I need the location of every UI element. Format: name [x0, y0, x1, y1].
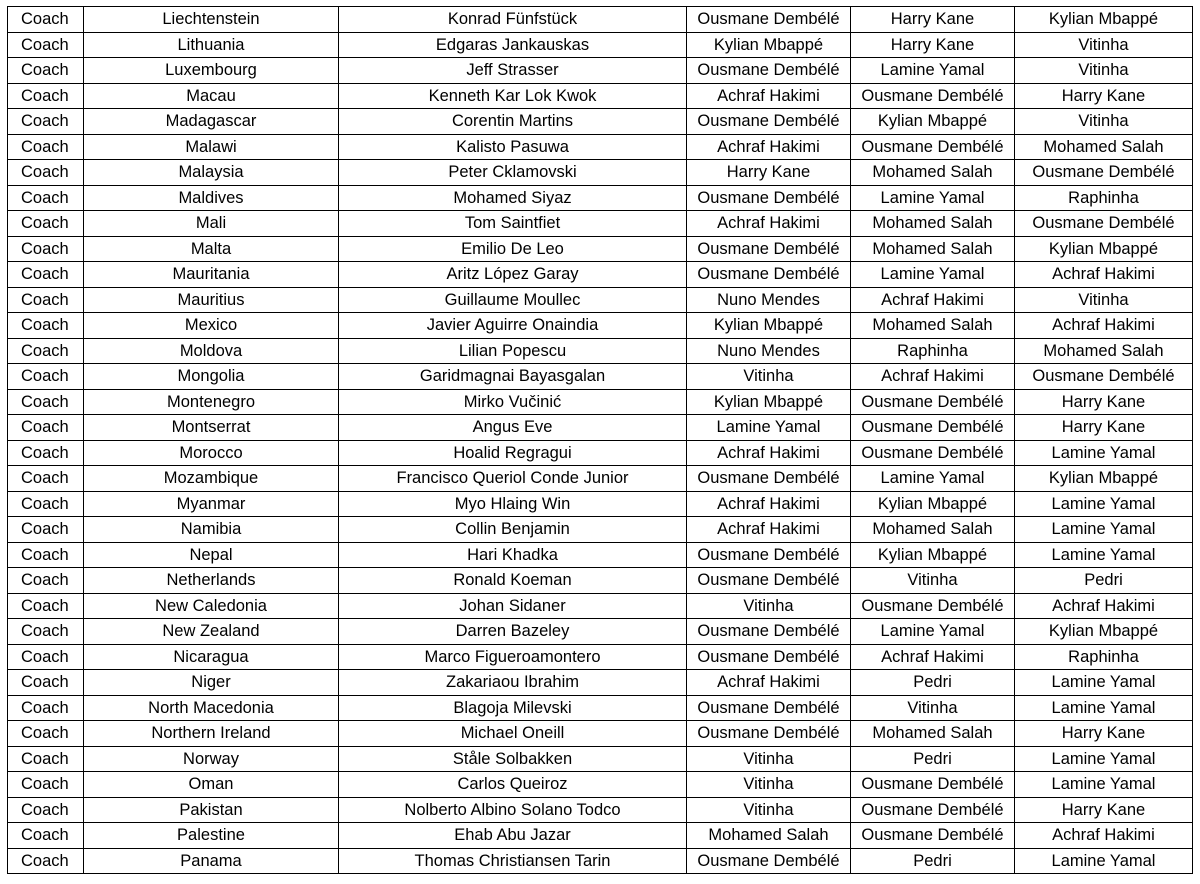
votes-table	[7, 6, 1193, 874]
first-choice-cell: Ousmane Dembélé	[687, 568, 851, 594]
coach-name-cell: Lilian Popescu	[339, 338, 687, 364]
first-choice-cell: Achraf Hakimi	[687, 491, 851, 517]
first-choice-cell: Achraf Hakimi	[687, 670, 851, 696]
coach-name-cell: Peter Cklamovski	[339, 160, 687, 186]
coach-name-cell: Francisco Queriol Conde Junior	[339, 466, 687, 492]
table-row	[8, 109, 1193, 135]
country-cell: North Macedonia	[84, 695, 339, 721]
second-choice-cell: Mohamed Salah	[851, 313, 1015, 339]
role-cell: Coach	[8, 134, 84, 160]
second-choice-cell: Harry Kane	[851, 7, 1015, 33]
role-cell: Coach	[8, 109, 84, 135]
country-cell: Myanmar	[84, 491, 339, 517]
third-choice-cell: Achraf Hakimi	[1015, 823, 1193, 849]
country-cell: Nepal	[84, 542, 339, 568]
country-cell: Norway	[84, 746, 339, 772]
country-cell: Malaysia	[84, 160, 339, 186]
coach-name-cell: Edgaras Jankauskas	[339, 32, 687, 58]
third-choice-cell: Raphinha	[1015, 644, 1193, 670]
country-cell: Mali	[84, 211, 339, 237]
third-choice-cell: Harry Kane	[1015, 83, 1193, 109]
coach-name-cell: Guillaume Moullec	[339, 287, 687, 313]
country-cell: Maldives	[84, 185, 339, 211]
country-cell: Niger	[84, 670, 339, 696]
first-choice-cell: Ousmane Dembélé	[687, 466, 851, 492]
coach-name-cell: Ehab Abu Jazar	[339, 823, 687, 849]
coach-name-cell: Johan Sidaner	[339, 593, 687, 619]
second-choice-cell: Kylian Mbappé	[851, 109, 1015, 135]
role-cell: Coach	[8, 644, 84, 670]
first-choice-cell: Ousmane Dembélé	[687, 644, 851, 670]
third-choice-cell: Raphinha	[1015, 185, 1193, 211]
country-cell: New Caledonia	[84, 593, 339, 619]
third-choice-cell: Ousmane Dembélé	[1015, 160, 1193, 186]
coach-name-cell: Ståle Solbakken	[339, 746, 687, 772]
coach-name-cell: Angus Eve	[339, 415, 687, 441]
role-cell: Coach	[8, 721, 84, 747]
table-row	[8, 491, 1193, 517]
table-row	[8, 721, 1193, 747]
second-choice-cell: Pedri	[851, 848, 1015, 874]
second-choice-cell: Ousmane Dembélé	[851, 593, 1015, 619]
first-choice-cell: Ousmane Dembélé	[687, 619, 851, 645]
first-choice-cell: Ousmane Dembélé	[687, 721, 851, 747]
first-choice-cell: Achraf Hakimi	[687, 134, 851, 160]
role-cell: Coach	[8, 160, 84, 186]
role-cell: Coach	[8, 593, 84, 619]
first-choice-cell: Ousmane Dembélé	[687, 542, 851, 568]
country-cell: Nicaragua	[84, 644, 339, 670]
coach-name-cell: Ronald Koeman	[339, 568, 687, 594]
coach-name-cell: Garidmagnai Bayasgalan	[339, 364, 687, 390]
first-choice-cell: Ousmane Dembélé	[687, 109, 851, 135]
table-row	[8, 415, 1193, 441]
country-cell: Mozambique	[84, 466, 339, 492]
table-row	[8, 7, 1193, 33]
role-cell: Coach	[8, 542, 84, 568]
table-row	[8, 236, 1193, 262]
third-choice-cell: Lamine Yamal	[1015, 440, 1193, 466]
third-choice-cell: Kylian Mbappé	[1015, 7, 1193, 33]
country-cell: Mexico	[84, 313, 339, 339]
coach-name-cell: Emilio De Leo	[339, 236, 687, 262]
third-choice-cell: Harry Kane	[1015, 389, 1193, 415]
role-cell: Coach	[8, 83, 84, 109]
table-row	[8, 542, 1193, 568]
coach-name-cell: Michael Oneill	[339, 721, 687, 747]
role-cell: Coach	[8, 440, 84, 466]
table-row	[8, 313, 1193, 339]
second-choice-cell: Mohamed Salah	[851, 160, 1015, 186]
table-row	[8, 593, 1193, 619]
third-choice-cell: Lamine Yamal	[1015, 772, 1193, 798]
first-choice-cell: Kylian Mbappé	[687, 389, 851, 415]
first-choice-cell: Ousmane Dembélé	[687, 7, 851, 33]
role-cell: Coach	[8, 262, 84, 288]
second-choice-cell: Achraf Hakimi	[851, 287, 1015, 313]
table-row	[8, 848, 1193, 874]
first-choice-cell: Nuno Mendes	[687, 287, 851, 313]
country-cell: Mauritius	[84, 287, 339, 313]
table-row	[8, 746, 1193, 772]
second-choice-cell: Lamine Yamal	[851, 58, 1015, 84]
table-row	[8, 185, 1193, 211]
country-cell: Northern Ireland	[84, 721, 339, 747]
table-row	[8, 32, 1193, 58]
country-cell: Montenegro	[84, 389, 339, 415]
second-choice-cell: Mohamed Salah	[851, 517, 1015, 543]
coach-name-cell: Carlos Queiroz	[339, 772, 687, 798]
table-row	[8, 797, 1193, 823]
country-cell: Pakistan	[84, 797, 339, 823]
second-choice-cell: Harry Kane	[851, 32, 1015, 58]
coach-name-cell: Myo Hlaing Win	[339, 491, 687, 517]
second-choice-cell: Kylian Mbappé	[851, 491, 1015, 517]
coach-name-cell: Kenneth Kar Lok Kwok	[339, 83, 687, 109]
coach-name-cell: Aritz López Garay	[339, 262, 687, 288]
third-choice-cell: Harry Kane	[1015, 721, 1193, 747]
third-choice-cell: Lamine Yamal	[1015, 746, 1193, 772]
role-cell: Coach	[8, 58, 84, 84]
third-choice-cell: Mohamed Salah	[1015, 134, 1193, 160]
table-row	[8, 619, 1193, 645]
table-row	[8, 211, 1193, 237]
third-choice-cell: Pedri	[1015, 568, 1193, 594]
first-choice-cell: Vitinha	[687, 746, 851, 772]
first-choice-cell: Ousmane Dembélé	[687, 236, 851, 262]
country-cell: Lithuania	[84, 32, 339, 58]
role-cell: Coach	[8, 619, 84, 645]
country-cell: Malawi	[84, 134, 339, 160]
coach-name-cell: Konrad Fünfstück	[339, 7, 687, 33]
role-cell: Coach	[8, 236, 84, 262]
role-cell: Coach	[8, 364, 84, 390]
first-choice-cell: Ousmane Dembélé	[687, 262, 851, 288]
second-choice-cell: Mohamed Salah	[851, 211, 1015, 237]
coach-name-cell: Collin Benjamin	[339, 517, 687, 543]
third-choice-cell: Lamine Yamal	[1015, 695, 1193, 721]
role-cell: Coach	[8, 670, 84, 696]
second-choice-cell: Ousmane Dembélé	[851, 83, 1015, 109]
role-cell: Coach	[8, 491, 84, 517]
country-cell: Montserrat	[84, 415, 339, 441]
country-cell: Palestine	[84, 823, 339, 849]
third-choice-cell: Harry Kane	[1015, 797, 1193, 823]
role-cell: Coach	[8, 389, 84, 415]
table-row	[8, 695, 1193, 721]
first-choice-cell: Achraf Hakimi	[687, 211, 851, 237]
second-choice-cell: Achraf Hakimi	[851, 644, 1015, 670]
third-choice-cell: Vitinha	[1015, 287, 1193, 313]
votes-table-body	[8, 7, 1193, 874]
second-choice-cell: Ousmane Dembélé	[851, 134, 1015, 160]
first-choice-cell: Ousmane Dembélé	[687, 848, 851, 874]
table-row	[8, 262, 1193, 288]
second-choice-cell: Ousmane Dembélé	[851, 415, 1015, 441]
third-choice-cell: Ousmane Dembélé	[1015, 364, 1193, 390]
first-choice-cell: Kylian Mbappé	[687, 313, 851, 339]
country-cell: Malta	[84, 236, 339, 262]
third-choice-cell: Vitinha	[1015, 58, 1193, 84]
third-choice-cell: Lamine Yamal	[1015, 542, 1193, 568]
table-row	[8, 440, 1193, 466]
third-choice-cell: Vitinha	[1015, 109, 1193, 135]
second-choice-cell: Vitinha	[851, 568, 1015, 594]
role-cell: Coach	[8, 695, 84, 721]
second-choice-cell: Achraf Hakimi	[851, 364, 1015, 390]
coach-name-cell: Jeff Strasser	[339, 58, 687, 84]
country-cell: Mauritania	[84, 262, 339, 288]
second-choice-cell: Ousmane Dembélé	[851, 440, 1015, 466]
second-choice-cell: Lamine Yamal	[851, 619, 1015, 645]
role-cell: Coach	[8, 338, 84, 364]
role-cell: Coach	[8, 823, 84, 849]
first-choice-cell: Vitinha	[687, 364, 851, 390]
role-cell: Coach	[8, 313, 84, 339]
second-choice-cell: Ousmane Dembélé	[851, 823, 1015, 849]
first-choice-cell: Harry Kane	[687, 160, 851, 186]
third-choice-cell: Achraf Hakimi	[1015, 262, 1193, 288]
third-choice-cell: Lamine Yamal	[1015, 670, 1193, 696]
table-row	[8, 134, 1193, 160]
table-row	[8, 823, 1193, 849]
second-choice-cell: Mohamed Salah	[851, 721, 1015, 747]
table-row	[8, 466, 1193, 492]
coach-name-cell: Hoalid Regragui	[339, 440, 687, 466]
table-row	[8, 364, 1193, 390]
role-cell: Coach	[8, 32, 84, 58]
coach-name-cell: Corentin Martins	[339, 109, 687, 135]
second-choice-cell: Mohamed Salah	[851, 236, 1015, 262]
coach-name-cell: Mohamed Siyaz	[339, 185, 687, 211]
country-cell: Mongolia	[84, 364, 339, 390]
first-choice-cell: Nuno Mendes	[687, 338, 851, 364]
third-choice-cell: Achraf Hakimi	[1015, 593, 1193, 619]
first-choice-cell: Achraf Hakimi	[687, 440, 851, 466]
first-choice-cell: Lamine Yamal	[687, 415, 851, 441]
country-cell: Panama	[84, 848, 339, 874]
coach-name-cell: Tom Saintfiet	[339, 211, 687, 237]
third-choice-cell: Kylian Mbappé	[1015, 466, 1193, 492]
second-choice-cell: Lamine Yamal	[851, 262, 1015, 288]
role-cell: Coach	[8, 466, 84, 492]
third-choice-cell: Ousmane Dembélé	[1015, 211, 1193, 237]
second-choice-cell: Raphinha	[851, 338, 1015, 364]
third-choice-cell: Achraf Hakimi	[1015, 313, 1193, 339]
country-cell: Liechtenstein	[84, 7, 339, 33]
table-row	[8, 160, 1193, 186]
second-choice-cell: Lamine Yamal	[851, 466, 1015, 492]
coach-name-cell: Blagoja Milevski	[339, 695, 687, 721]
role-cell: Coach	[8, 185, 84, 211]
second-choice-cell: Pedri	[851, 670, 1015, 696]
coach-name-cell: Zakariaou Ibrahim	[339, 670, 687, 696]
country-cell: New Zealand	[84, 619, 339, 645]
table-row	[8, 338, 1193, 364]
second-choice-cell: Ousmane Dembélé	[851, 797, 1015, 823]
role-cell: Coach	[8, 517, 84, 543]
coach-name-cell: Javier Aguirre Onaindia	[339, 313, 687, 339]
third-choice-cell: Harry Kane	[1015, 415, 1193, 441]
table-row	[8, 58, 1193, 84]
role-cell: Coach	[8, 772, 84, 798]
first-choice-cell: Achraf Hakimi	[687, 517, 851, 543]
country-cell: Luxembourg	[84, 58, 339, 84]
role-cell: Coach	[8, 415, 84, 441]
table-row	[8, 517, 1193, 543]
coach-name-cell: Hari Khadka	[339, 542, 687, 568]
third-choice-cell: Lamine Yamal	[1015, 848, 1193, 874]
second-choice-cell: Ousmane Dembélé	[851, 772, 1015, 798]
third-choice-cell: Kylian Mbappé	[1015, 236, 1193, 262]
country-cell: Moldova	[84, 338, 339, 364]
coach-name-cell: Kalisto Pasuwa	[339, 134, 687, 160]
country-cell: Oman	[84, 772, 339, 798]
country-cell: Namibia	[84, 517, 339, 543]
third-choice-cell: Vitinha	[1015, 32, 1193, 58]
coach-name-cell: Nolberto Albino Solano Todco	[339, 797, 687, 823]
first-choice-cell: Ousmane Dembélé	[687, 58, 851, 84]
role-cell: Coach	[8, 848, 84, 874]
first-choice-cell: Mohamed Salah	[687, 823, 851, 849]
country-cell: Madagascar	[84, 109, 339, 135]
coach-name-cell: Mirko Vučinić	[339, 389, 687, 415]
coach-name-cell: Darren Bazeley	[339, 619, 687, 645]
coach-name-cell: Thomas Christiansen Tarin	[339, 848, 687, 874]
third-choice-cell: Lamine Yamal	[1015, 517, 1193, 543]
table-row	[8, 389, 1193, 415]
first-choice-cell: Vitinha	[687, 593, 851, 619]
role-cell: Coach	[8, 211, 84, 237]
first-choice-cell: Ousmane Dembélé	[687, 695, 851, 721]
second-choice-cell: Kylian Mbappé	[851, 542, 1015, 568]
coach-name-cell: Marco Figueroamontero	[339, 644, 687, 670]
country-cell: Netherlands	[84, 568, 339, 594]
table-row	[8, 772, 1193, 798]
third-choice-cell: Mohamed Salah	[1015, 338, 1193, 364]
role-cell: Coach	[8, 7, 84, 33]
role-cell: Coach	[8, 746, 84, 772]
first-choice-cell: Vitinha	[687, 772, 851, 798]
role-cell: Coach	[8, 287, 84, 313]
role-cell: Coach	[8, 568, 84, 594]
third-choice-cell: Lamine Yamal	[1015, 491, 1193, 517]
second-choice-cell: Vitinha	[851, 695, 1015, 721]
table-row	[8, 644, 1193, 670]
second-choice-cell: Lamine Yamal	[851, 185, 1015, 211]
role-cell: Coach	[8, 797, 84, 823]
second-choice-cell: Ousmane Dembélé	[851, 389, 1015, 415]
third-choice-cell: Kylian Mbappé	[1015, 619, 1193, 645]
first-choice-cell: Ousmane Dembélé	[687, 185, 851, 211]
table-row	[8, 670, 1193, 696]
table-row	[8, 568, 1193, 594]
first-choice-cell: Vitinha	[687, 797, 851, 823]
country-cell: Macau	[84, 83, 339, 109]
second-choice-cell: Pedri	[851, 746, 1015, 772]
first-choice-cell: Achraf Hakimi	[687, 83, 851, 109]
table-row	[8, 83, 1193, 109]
first-choice-cell: Kylian Mbappé	[687, 32, 851, 58]
table-row	[8, 287, 1193, 313]
country-cell: Morocco	[84, 440, 339, 466]
